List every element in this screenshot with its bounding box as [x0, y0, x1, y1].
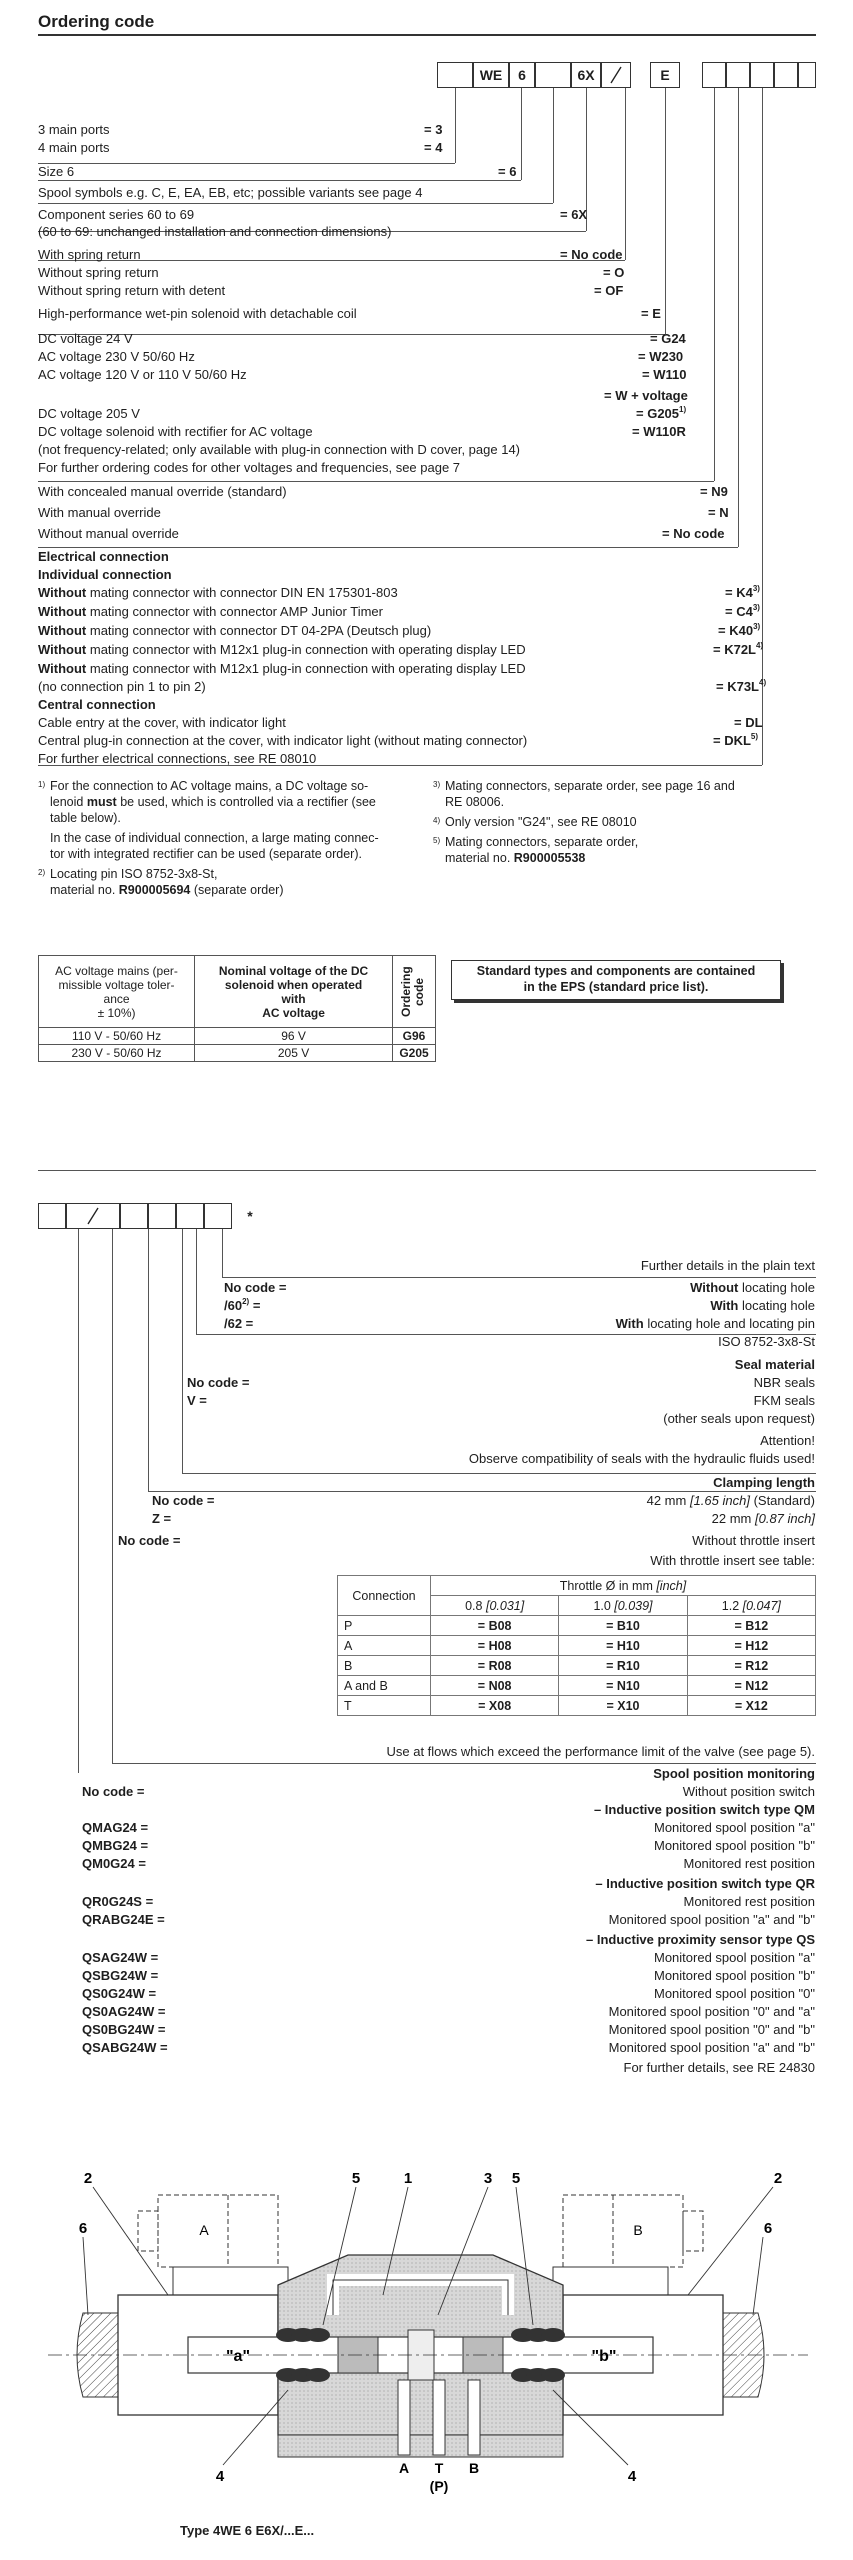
port-b-channel [468, 2380, 480, 2455]
spool-text: Monitored spool position "a" and "b" [608, 2040, 815, 2055]
port-t-label: T [434, 2460, 444, 2476]
code-box [38, 1203, 66, 1229]
spool-code: QM0G24 = [82, 1856, 146, 1871]
footnote-line: RE 08006. [445, 795, 505, 809]
code-box [798, 62, 816, 88]
voltage-table [38, 955, 436, 1062]
callout-5-left: 5 [351, 2170, 361, 2187]
code-box-slash [601, 62, 631, 88]
spool-text: Monitored spool position "0" [654, 1986, 815, 2001]
code-box [120, 1203, 148, 1229]
footnote-mark: 5) [433, 836, 441, 845]
code-row-code: = 6X [560, 207, 588, 222]
footnote-line: Locating pin ISO 8752-3x8-St, [50, 867, 218, 881]
code-row-label: Spool symbols e.g. C, E, EA, EB, etc; possible variants see page 4 [38, 185, 423, 200]
code-box-star: * [247, 1208, 253, 1224]
seal-text: Observe compatibility of seals with the hydraulic fluids used! [468, 1451, 815, 1466]
footnote-mark: 1) [38, 780, 46, 789]
spool-code: QS0BG24W = [82, 2022, 166, 2037]
callout-6-right: 6 [763, 2220, 773, 2237]
table-row: B = R08 = R10 = R12 [338, 1656, 816, 1676]
clamping-text: 22 mm [0.87 inch] [711, 1511, 815, 1526]
locating-text: Without locating hole [690, 1280, 815, 1295]
electrical-row: (no connection pin 1 to pin 2) [38, 679, 206, 694]
callout-2-right: 2 [773, 2170, 783, 2187]
spool-code: QMAG24 = [82, 1820, 149, 1835]
further-details-text: Further details in the plain text [640, 1258, 815, 1273]
seal-code: No code = [187, 1375, 250, 1390]
spool-text: Monitored spool position "b" [654, 1968, 815, 1983]
code-row-code: = E [641, 306, 661, 321]
footnote-line: tor with integrated rectifier can be used (separate order). [50, 847, 362, 861]
spool-text: Monitored spool position "a" [654, 1950, 815, 1965]
seal-code: V = [187, 1393, 207, 1408]
code-row-label: (not frequency-related; only available with plug-in connection with D cover, page 14) [38, 442, 520, 457]
code-row-code: = No code [662, 526, 725, 541]
footnote-line: In the case of individual connection, a large mating connec- [50, 831, 379, 845]
footnote-mark: 3) [433, 780, 441, 789]
spool-text: Without position switch [682, 1784, 815, 1799]
electrical-code: = DL [734, 715, 763, 730]
code-row-label: Without spring return [38, 265, 159, 280]
code-row-code: = 4 [424, 140, 443, 155]
valve-base [278, 2435, 563, 2457]
section-rule [38, 1170, 816, 1171]
code-row-code: = W230 [638, 349, 684, 364]
seal-text: (other seals upon request) [663, 1411, 815, 1426]
throttle-size: 1.2 [0.047] [687, 1596, 815, 1616]
throttle-note: Use at flows which exceed the performance limit of the valve (see page 5). [386, 1744, 815, 1759]
spool-code: QSBG24W = [82, 1968, 159, 1983]
callout-5-right: 5 [511, 2170, 521, 2187]
port-t-channel [433, 2380, 445, 2455]
electrical-row: Without mating connector with M12x1 plug-in connection with operating display LED [38, 661, 526, 676]
solenoid-a-label: "a" [225, 2348, 251, 2365]
spool-subheading: – Inductive position switch type QR [595, 1876, 815, 1891]
footnote-line: material no. R900005538 [445, 851, 586, 865]
code-box-6x: 6X [571, 62, 601, 88]
port-a-channel [398, 2380, 410, 2455]
spool-code: No code = [82, 1784, 145, 1799]
code-row-label: High-performance wet-pin solenoid with detachable coil [38, 306, 357, 321]
seal-text: NBR seals [753, 1375, 815, 1390]
code-box [148, 1203, 176, 1229]
spool-code: QMBG24 = [82, 1838, 149, 1853]
code-row-label: 3 main ports [38, 122, 110, 137]
port-p-label: (P) [429, 2478, 449, 2494]
valve-sectional-diagram [38, 2165, 818, 2550]
code-box-we: WE [473, 62, 509, 88]
electrical-code: = $K73L^{4)}$ [716, 678, 767, 694]
spool-heading: Spool position monitoring [653, 1766, 815, 1781]
code-box-6: 6 [509, 62, 535, 88]
callout-2-left: 2 [83, 2170, 93, 2187]
code-box [702, 62, 726, 88]
clamping-heading: Clamping length [713, 1475, 815, 1490]
code-row-code: = 6 [498, 164, 517, 179]
clamping-code: No code = [152, 1493, 215, 1508]
slash-icon [86, 1206, 100, 1226]
voltage-table-header-mains: AC voltage mains (per- missible voltage toler- ance ± 10%) [39, 956, 195, 1028]
slash-icon [609, 65, 623, 85]
code-row-code: = G24 [650, 331, 686, 346]
spool-subheading: – Inductive proximity sensor type QS [585, 1932, 815, 1947]
code-box [437, 62, 473, 88]
electrical-row: Without mating connector with connector AMP Junior Timer [38, 604, 383, 619]
electrical-heading: Electrical connection [38, 549, 169, 564]
port-b-label: B [468, 2460, 480, 2476]
electrical-code: = $K4^{3)}$ [725, 584, 760, 600]
electrical-row: Without mating connector with M12x1 plug-in connection with operating display LED [38, 642, 526, 657]
code-row-code: = OF [594, 283, 624, 298]
code-row-label: Size 6 [38, 164, 75, 179]
spool-text: Monitored spool position "0" and "a" [608, 2004, 815, 2019]
solenoid-b-label: "b" [591, 2348, 617, 2365]
spool-code: QRABG24E = [82, 1912, 165, 1927]
code-row-code: = No code [560, 247, 623, 262]
code-row-label: With concealed manual override (standard) [38, 484, 287, 499]
throttle-table [337, 1575, 816, 1716]
title-rule [38, 34, 816, 36]
throttle-code: No code = [118, 1533, 181, 1548]
clamping-text: 42 mm [1.65 inch] (Standard) [646, 1493, 815, 1508]
eps-note-box: Standard types and components are contained in the EPS (standard price list). [451, 960, 781, 1000]
code-box [176, 1203, 204, 1229]
callout-4-right: 4 [627, 2468, 637, 2485]
code-row-label: (60 to 69: unchanged installation and connection dimensions) [38, 224, 392, 239]
electrical-row: Without mating connector with connector DT 04-2PA (Deutsch plug) [38, 623, 432, 638]
code-row-code: = N9 [700, 484, 728, 499]
spool-code: QR0G24S = [82, 1894, 154, 1909]
code-row-label: DC voltage solenoid with rectifier for AC voltage [38, 424, 313, 439]
footnote-line: Mating connectors, separate order, see page 16 and [445, 779, 735, 793]
throttle-text: Without throttle insert [692, 1533, 815, 1548]
footnote-line: lenoid must be used, which is controlled via a rectifier (see [50, 795, 376, 809]
code-row-label: Without spring return with detent [38, 283, 226, 298]
central-connection-heading: Central connection [38, 697, 156, 712]
code-row-label: With manual override [38, 505, 161, 520]
locating-code: No code = [224, 1280, 287, 1295]
code-row-label: Component series 60 to 69 [38, 207, 195, 222]
throttle-text: With throttle insert see table: [650, 1553, 815, 1568]
callout-3: 3 [483, 2170, 493, 2187]
callout-4-left: 4 [215, 2468, 225, 2485]
code-row-label: AC voltage 230 V 50/60 Hz [38, 349, 195, 364]
code-row-code: = N [708, 505, 729, 520]
electrical-code: = $K40^{3)}$ [718, 622, 761, 638]
electrical-code: = $K72L^{4)}$ [713, 641, 764, 657]
code-row-code: = $G205^{1)}$ [636, 405, 687, 421]
code-row-code: = W110R [632, 424, 686, 439]
code-box [204, 1203, 232, 1229]
footnote-line: Mating connectors, separate order, [445, 835, 639, 849]
locating-text: With locating hole and locating pin [615, 1316, 815, 1331]
table-row: 110 V - 50/60 Hz 96 V G96 [39, 1028, 436, 1045]
electrical-row: Cable entry at the cover, with indicator light [38, 715, 286, 730]
locating-text: With locating hole [710, 1298, 815, 1313]
code-row-label: With spring return [38, 247, 141, 262]
electrical-row: For further electrical connections, see RE 08010 [38, 751, 317, 766]
voltage-table-header-nominal: Nominal voltage of the DC solenoid when operated with AC voltage [195, 956, 393, 1028]
seal-heading: Seal material [734, 1357, 815, 1372]
callout-6-left: 6 [78, 2220, 88, 2237]
connector-a-label: A [199, 2222, 209, 2238]
seal-text: Attention! [760, 1433, 815, 1448]
seal-text: FKM seals [753, 1393, 815, 1408]
electrical-code: = $C4^{3)}$ [725, 603, 760, 619]
throttle-header: Throttle Ø in mm [inch] [431, 1576, 816, 1596]
diagram-caption: Type 4WE 6 E6X/...E... [180, 2523, 315, 2538]
code-box-e: E [650, 62, 680, 88]
code-row-label: AC voltage 120 V or 110 V 50/60 Hz [38, 367, 247, 382]
footnote-line: table below). [50, 811, 121, 825]
code-box [726, 62, 750, 88]
code-box [774, 62, 798, 88]
code-box [535, 62, 571, 88]
throttle-size: 0.8 [0.031] [431, 1596, 559, 1616]
spool-text: Monitored spool position "a" [654, 1820, 815, 1835]
spool-text: Monitored spool position "0" and "b" [608, 2022, 815, 2037]
code-row-label: Without manual override [38, 526, 179, 541]
electrical-row: Central plug-in connection at the cover, with indicator light (without mating connector) [38, 733, 528, 748]
footnote-mark: 2) [38, 868, 46, 877]
spool-subheading: – Inductive position switch type QM [593, 1802, 815, 1817]
spool-code: QS0AG24W = [82, 2004, 166, 2019]
footnote-line: For the connection to AC voltage mains, a DC voltage so- [50, 779, 369, 793]
spool-text: Monitored rest position [683, 1894, 815, 1909]
spool-text: Monitored spool position "b" [654, 1838, 815, 1853]
clamping-code: Z = [152, 1511, 172, 1526]
locating-code: /62 = [224, 1316, 254, 1331]
voltage-table-header-code: Ordering code [393, 956, 436, 1028]
code-row-label: DC voltage 24 V [38, 331, 133, 346]
spool-code: QSABG24W = [82, 2040, 168, 2055]
code-row-label: DC voltage 205 V [38, 406, 140, 421]
code-row-label: For further ordering codes for other voltages and frequencies, see page 7 [38, 460, 461, 475]
code-box-slash [66, 1203, 120, 1229]
footnote-mark: 4) [433, 816, 441, 825]
code-row-code: = W110 [642, 367, 687, 382]
spool-text: Monitored spool position "a" and "b" [608, 1912, 815, 1927]
electrical-row: Without mating connector with connector DIN EN 175301-803 [38, 585, 398, 600]
code-row-code: = W + voltage [604, 388, 688, 403]
throttle-size: 1.0 [0.039] [559, 1596, 687, 1616]
locating-code: $/60^{2)}$ = [224, 1297, 261, 1313]
code-row-label: 4 main ports [38, 140, 110, 155]
table-row: P = B08 = B10 = B12 [338, 1616, 816, 1636]
spool-code: QSAG24W = [82, 1950, 159, 1965]
connector-b-label: B [633, 2222, 643, 2238]
table-row: T = X08 = X10 = X12 [338, 1696, 816, 1716]
spool-text: Monitored rest position [683, 1856, 815, 1871]
individual-connection-heading: Individual connection [38, 567, 172, 582]
locating-text: ISO 8752-3x8-St [718, 1334, 815, 1349]
table-row: A and B = N08 = N10 = N12 [338, 1676, 816, 1696]
code-row-code: = 3 [424, 122, 443, 137]
page-title: Ordering code [38, 12, 155, 31]
spool-code: QS0G24W = [82, 1986, 157, 2001]
code-box [750, 62, 774, 88]
spool-text: For further details, see RE 24830 [623, 2060, 815, 2075]
table-row: 230 V - 50/60 Hz 205 V G205 [39, 1045, 436, 1062]
code-row-code: = O [603, 265, 625, 280]
footnote-line: Only version "G24", see RE 08010 [445, 815, 637, 829]
callout-1: 1 [403, 2170, 413, 2187]
port-a-label: A [398, 2460, 410, 2476]
footnote-line: material no. R900005694 (separate order) [50, 883, 284, 897]
table-row: A = H08 = H10 = H12 [338, 1636, 816, 1656]
electrical-code: = $DKL^{5)}$ [713, 732, 759, 748]
throttle-header-connection: Connection [338, 1576, 431, 1616]
